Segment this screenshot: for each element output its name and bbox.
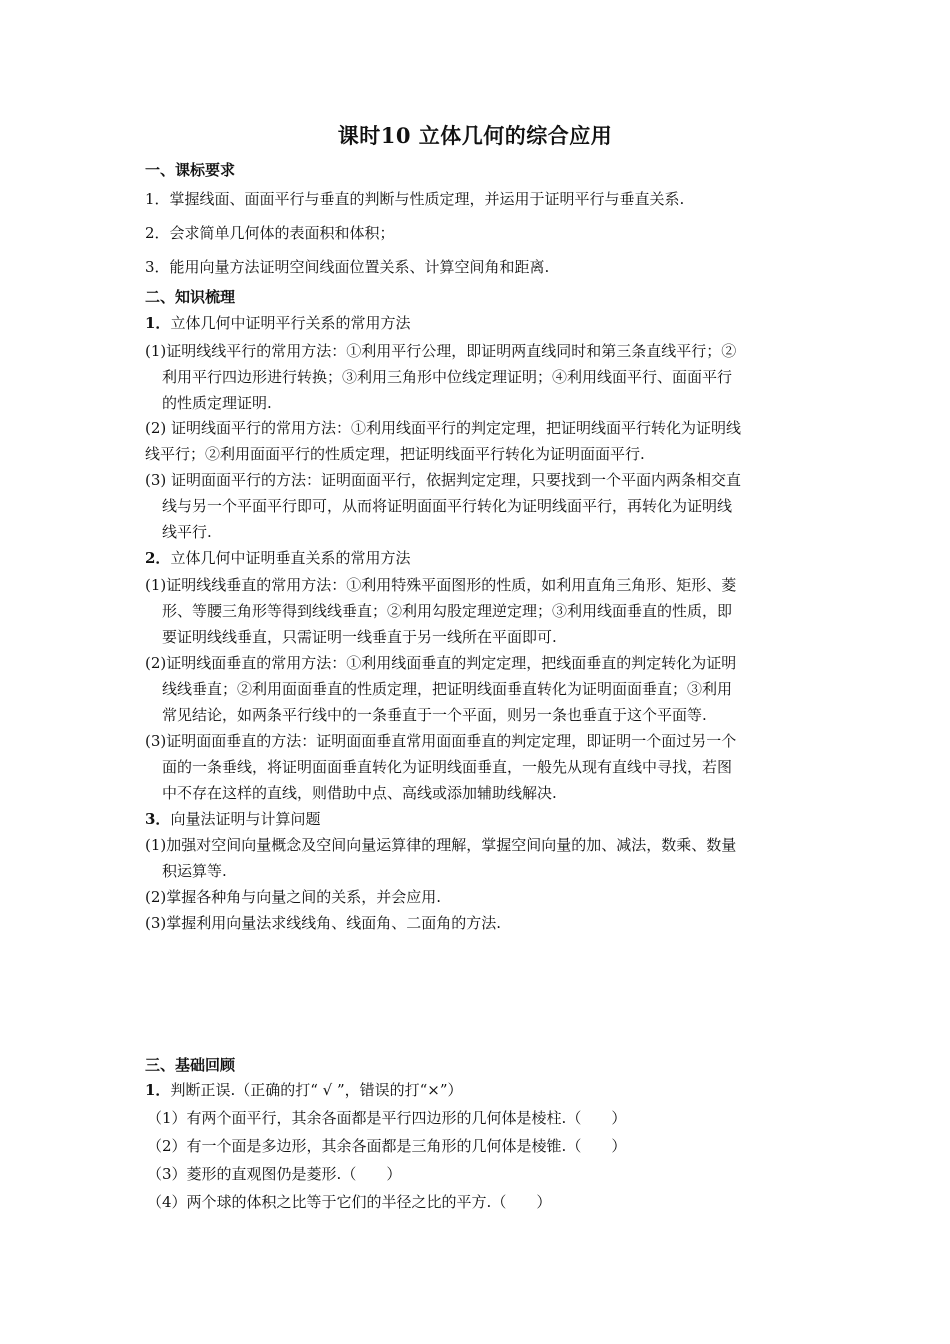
paragraph-line: (1)加强对空间向量概念及空间向量运算律的理解，掌握空间向量的加、减法，数乘、数量 bbox=[145, 836, 737, 854]
topic-title: 立体几何中证明平行关系的常用方法 bbox=[170, 314, 411, 332]
paragraph-line: 常见结论，如两条平行线中的一条垂直于一个平面，则另一条也垂直于这个平面等. bbox=[162, 706, 707, 724]
paragraph-line: (3) 证明面面平行的方法：证明面面平行，依据判定定理，只要找到一个平面内两条相交直 bbox=[145, 471, 742, 489]
paragraph-line: (2)证明线面垂直的常用方法：①利用线面垂直的判定定理，把线面垂直的判定转化为证明 bbox=[145, 654, 737, 672]
paragraph-line: 线平行. bbox=[162, 523, 212, 541]
topic-number: 1． bbox=[145, 314, 171, 332]
section-heading-requirements: 一、课标要求 bbox=[145, 161, 236, 179]
paragraph-line: 线线垂直；②利用面面垂直的性质定理，把证明线面垂直转化为证明面面垂直；③利用 bbox=[162, 680, 733, 698]
paragraph-line: (2) 证明线面平行的常用方法：①利用线面平行的判定定理，把证明线面平行转化为证明线 bbox=[145, 419, 742, 437]
paragraph-line: 线平行；②利用面面平行的性质定理，把证明线面平行转化为证明面面平行. bbox=[145, 445, 645, 463]
paragraph-line: (3)证明面面垂直的方法：证明面面垂直常用面面垂直的判定定理，即证明一个面过另一个 bbox=[145, 732, 737, 750]
question-heading bbox=[145, 1080, 463, 1100]
judgment-item: （3）菱形的直观图仍是菱形.（ ） bbox=[147, 1165, 402, 1183]
judgment-item: （2）有一个面是多边形，其余各面都是三角形的几何体是棱锥.（ ） bbox=[147, 1137, 627, 1155]
topic-title: 立体几何中证明垂直关系的常用方法 bbox=[170, 549, 411, 567]
paragraph-line: 利用平行四边形进行转换；③利用三角形中位线定理证明；④利用线面平行、面面平行 bbox=[162, 368, 733, 386]
paragraph-line: (3)掌握利用向量法求线线角、线面角、二面角的方法. bbox=[145, 914, 502, 932]
topic-title: 向量法证明与计算问题 bbox=[170, 810, 321, 828]
question-number: 1． bbox=[145, 1081, 171, 1099]
topic-heading bbox=[145, 313, 410, 333]
topic-heading bbox=[145, 809, 320, 829]
topic-heading bbox=[145, 548, 410, 568]
topic-number: 3． bbox=[145, 810, 171, 828]
paragraph-line: 的性质定理证明. bbox=[162, 394, 272, 412]
paragraph-line: 中不存在这样的直线，则借助中点、高线或添加辅助线解决. bbox=[162, 784, 557, 802]
requirement-item: 3．能用向量方法证明空间线面位置关系、计算空间角和距离. bbox=[145, 258, 550, 276]
section-heading-review: 三、基础回顾 bbox=[145, 1056, 236, 1074]
paragraph-line: 线与另一个平面平行即可，从而将证明面面平行转化为证明线面平行，再转化为证明线 bbox=[162, 497, 733, 515]
paragraph-line: 形、等腰三角形等得到线线垂直；②利用勾股定理逆定理；③利用线面垂直的性质，即 bbox=[162, 602, 733, 620]
requirement-item: 2．会求简单几何体的表面积和体积； bbox=[145, 224, 395, 242]
topic-number: 2． bbox=[145, 549, 171, 567]
requirement-item: 1．掌握线面、面面平行与垂直的判断与性质定理，并运用于证明平行与垂直关系. bbox=[145, 190, 685, 208]
paragraph-line: 积运算等. bbox=[162, 862, 227, 880]
paragraph-line: 面的一条垂线，将证明面面垂直转化为证明线面垂直，一般先从现有直线中寻找，若图 bbox=[162, 758, 733, 776]
judgment-item: （4）两个球的体积之比等于它们的半径之比的平方.（ ） bbox=[147, 1193, 552, 1211]
paragraph-line: (1)证明线线平行的常用方法：①利用平行公理，即证明两直线同时和第三条直线平行；② bbox=[145, 342, 737, 360]
paragraph-line: 要证明线线垂直，只需证明一线垂直于另一线所在平面即可. bbox=[162, 628, 557, 646]
page-title: 课时10 立体几何的综合应用 bbox=[337, 123, 613, 148]
question-text: 判断正误.（正确的打“ √ ”，错误的打“×”） bbox=[170, 1081, 463, 1099]
judgment-item: （1）有两个面平行，其余各面都是平行四边形的几何体是棱柱.（ ） bbox=[147, 1109, 627, 1127]
section-heading-knowledge: 二、知识梳理 bbox=[145, 288, 236, 306]
paragraph-line: (1)证明线线垂直的常用方法：①利用特殊平面图形的性质，如利用直角三角形、矩形、菱 bbox=[145, 576, 737, 594]
paragraph-line: (2)掌握各种角与向量之间的关系，并会应用. bbox=[145, 888, 442, 906]
